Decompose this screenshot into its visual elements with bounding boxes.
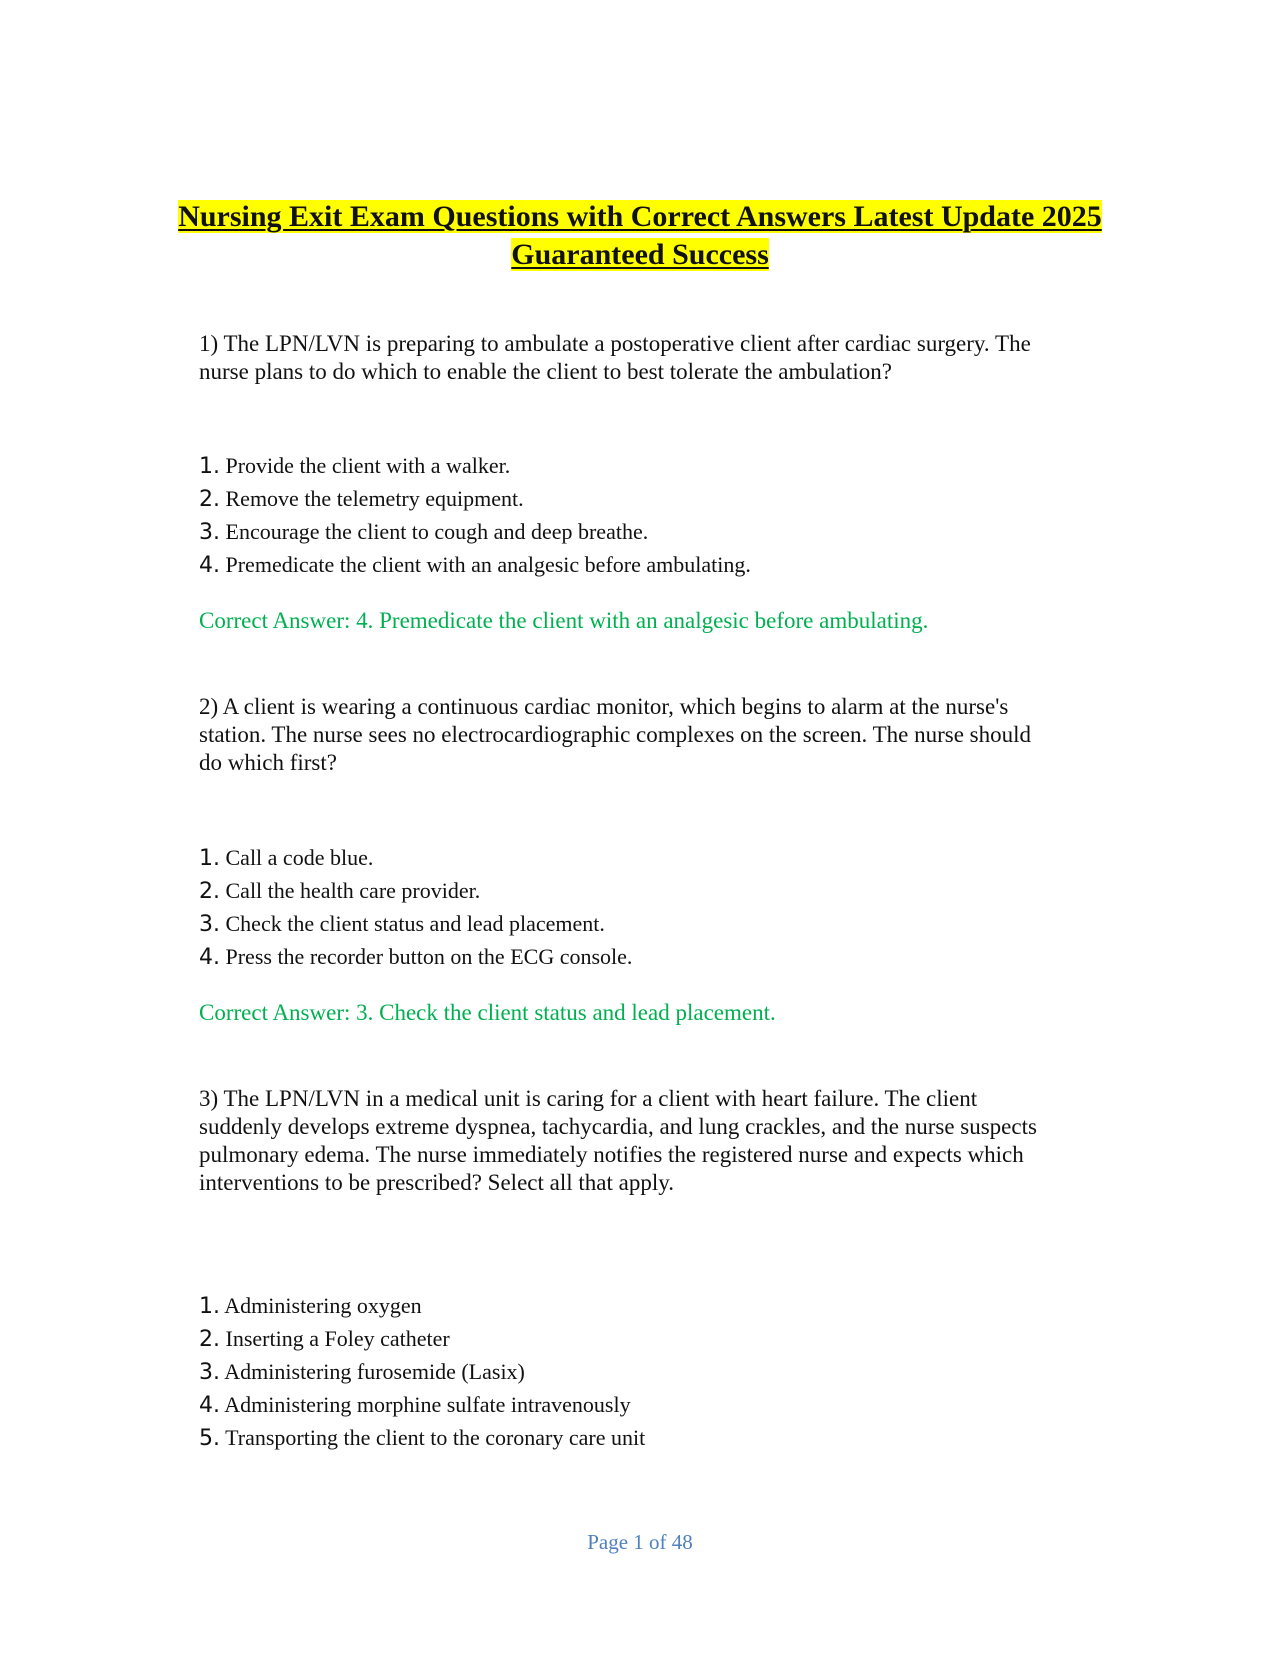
option-text: Provide the client with a walker. [220,453,511,478]
question-2-option-4 [199,941,632,974]
question-3-option-5 [199,1422,645,1455]
option-number: 4. [199,945,220,970]
option-number: 4. [199,1393,220,1418]
question-2-option-3 [199,908,632,941]
option-text: Inserting a Foley catheter [220,1326,450,1351]
option-number: 5. [199,1426,220,1451]
question-2-stem: 2) A client is wearing a continuous cardiac monitor, which begins to alarm at the nurse's station. The nurse sees no electrocardiographic complexes on the screen. The nurse should do which first? [199,694,1031,775]
option-number: 3. [199,912,220,937]
option-text: Administering morphine sulfate intravenously [220,1392,631,1417]
option-text: Administering oxygen [220,1293,422,1318]
option-text: Call a code blue. [220,845,374,870]
question-3-option-2 [199,1323,645,1356]
option-number: 1. [199,1294,220,1319]
question-1-options [199,450,751,582]
option-text: Encourage the client to cough and deep breathe. [220,519,649,544]
option-text: Check the client status and lead placement. [220,911,605,936]
question-2-option-1 [199,842,632,875]
option-number: 1. [199,454,220,479]
option-number: 3. [199,520,220,545]
question-1-option-4 [199,549,751,582]
question-2-options [199,842,632,974]
option-number: 2. [199,1327,220,1352]
option-text: Call the health care provider. [220,878,481,903]
option-text: Premedicate the client with an analgesic before ambulating. [220,552,751,577]
page-number-footer: Page 1 of 48 [587,1530,693,1554]
question-1-stem: 1) The LPN/LVN is preparing to ambulate a postoperative client after cardiac surgery. The nurse plans to do which to enable the client to best tolerate the ambulation? [199,331,1031,384]
question-1-correct-answer: Correct Answer: 4. Premedicate the client with an analgesic before ambulating. [199,608,929,633]
question-3-option-3 [199,1356,645,1389]
title-text: Nursing Exit Exam Questions with Correct Answers Latest Update 2025 Guaranteed Success [178,200,1102,271]
question-1-option-3 [199,516,751,549]
option-number: 3. [199,1360,220,1385]
option-number: 2. [199,879,220,904]
option-number: 4. [199,553,220,578]
option-text: Administering furosemide (Lasix) [220,1359,525,1384]
question-1-option-1 [199,450,751,483]
option-text: Press the recorder button on the ECG console. [220,944,633,969]
option-text: Transporting the client to the coronary care unit [220,1425,646,1450]
question-2-option-2 [199,875,632,908]
question-3-option-1 [199,1290,645,1323]
question-1-option-2 [199,483,751,516]
option-number: 2. [199,487,220,512]
option-number: 1. [199,846,220,871]
option-text: Remove the telemetry equipment. [220,486,524,511]
question-3-option-4 [199,1389,645,1422]
question-2-correct-answer: Correct Answer: 3. Check the client status and lead placement. [199,1000,776,1025]
question-3-stem: 3) The LPN/LVN in a medical unit is caring for a client with heart failure. The client suddenly develops extreme dyspnea, tachycardia, and lung crackles, and the nurse suspects pulmonary edema. The nurse immediately notifies the registered nurse and expects which interventions to be prescribed? Select all that apply. [199,1086,1037,1195]
question-3-options [199,1290,645,1455]
document-title [150,198,1130,274]
